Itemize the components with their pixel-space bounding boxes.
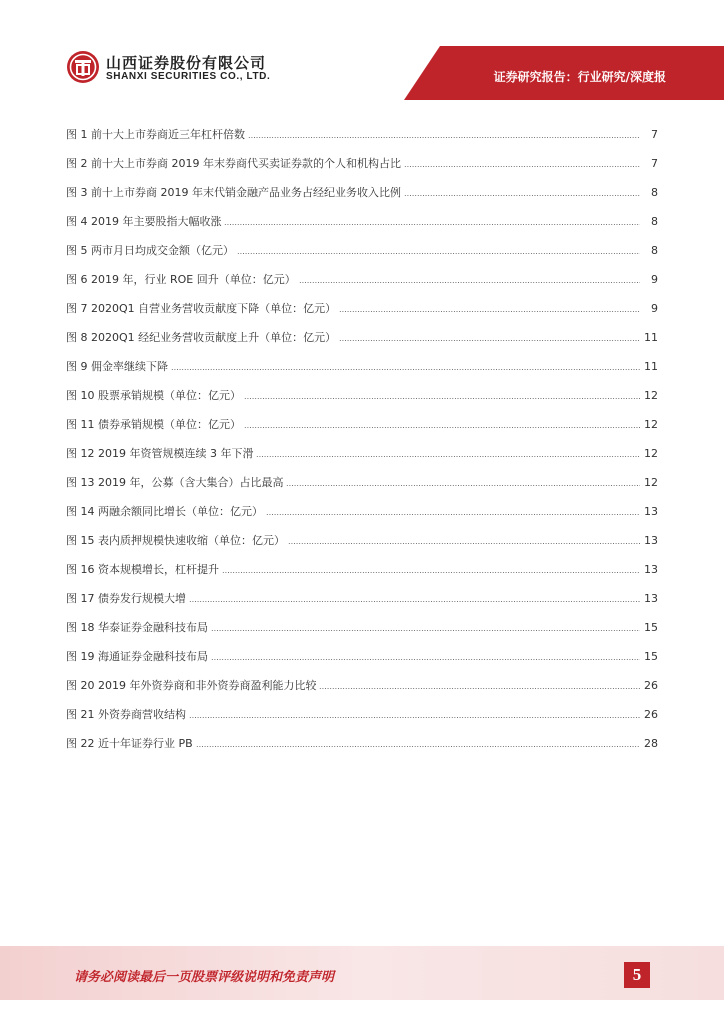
figure-page-number: 13 bbox=[644, 563, 658, 576]
dot-leader bbox=[266, 514, 640, 515]
figure-title: 图 12 2019 年资管规模连续 3 年下滑 bbox=[66, 447, 254, 460]
figure-list-item[interactable] bbox=[66, 445, 658, 474]
dot-leader bbox=[237, 253, 640, 254]
figure-page-number: 7 bbox=[651, 157, 658, 170]
figure-title: 图 1 前十大上市券商近三年杠杆倍数 bbox=[66, 128, 245, 141]
report-type-label: 证券研究报告：行业研究/深度报 bbox=[493, 70, 666, 84]
figure-page-number: 13 bbox=[644, 505, 658, 518]
figure-list-item[interactable] bbox=[66, 561, 658, 590]
dot-leader bbox=[248, 137, 640, 138]
dot-leader bbox=[244, 398, 640, 399]
figure-list-item[interactable] bbox=[66, 242, 658, 271]
figure-title: 图 21 外资券商营收结构 bbox=[66, 708, 186, 721]
page-number: 5 bbox=[624, 962, 650, 988]
dot-leader bbox=[339, 311, 640, 312]
page-footer bbox=[0, 946, 724, 1000]
dot-leader bbox=[339, 340, 640, 341]
figure-page-number: 8 bbox=[651, 244, 658, 257]
figure-title: 图 2 前十大上市券商 2019 年末券商代买卖证券款的个人和机构占比 bbox=[66, 157, 401, 170]
shanxi-securities-logo-icon bbox=[66, 50, 100, 84]
figure-title: 图 14 两融余额同比增长（单位：亿元） bbox=[66, 505, 263, 518]
dot-leader bbox=[299, 282, 640, 283]
figure-title: 图 20 2019 年外资券商和非外资券商盈利能力比较 bbox=[66, 679, 317, 692]
figure-list-item[interactable] bbox=[66, 213, 658, 242]
figure-list-item[interactable] bbox=[66, 358, 658, 387]
company-name-en: SHANXI SECURITIES CO., LTD. bbox=[106, 71, 271, 82]
dot-leader bbox=[224, 224, 640, 225]
figure-page-number: 13 bbox=[644, 534, 658, 547]
figure-title: 图 8 2020Q1 经纪业务营收贡献度上升（单位：亿元） bbox=[66, 331, 337, 344]
figure-page-number: 28 bbox=[644, 737, 658, 750]
dot-leader bbox=[244, 427, 640, 428]
header-red-band bbox=[0, 0, 724, 100]
figure-page-number: 26 bbox=[644, 679, 658, 692]
figure-page-number: 11 bbox=[644, 360, 658, 373]
figure-title: 图 10 股票承销规模（单位：亿元） bbox=[66, 389, 241, 402]
dot-leader bbox=[189, 717, 640, 718]
figure-list-item[interactable] bbox=[66, 706, 658, 735]
figure-title: 图 13 2019 年，公募（含大集合）占比最高 bbox=[66, 476, 284, 489]
figure-page-number: 8 bbox=[651, 215, 658, 228]
figure-page-number: 8 bbox=[651, 186, 658, 199]
dot-leader bbox=[211, 659, 640, 660]
figure-title: 图 17 债券发行规模大增 bbox=[66, 592, 186, 605]
figure-list-item[interactable] bbox=[66, 184, 658, 213]
figure-page-number: 7 bbox=[651, 128, 658, 141]
dot-leader bbox=[288, 543, 640, 544]
dot-leader bbox=[211, 630, 640, 631]
figure-list-item[interactable] bbox=[66, 648, 658, 677]
dot-leader bbox=[404, 195, 640, 196]
figure-title: 图 15 表内质押规模快速收缩（单位：亿元） bbox=[66, 534, 285, 547]
figure-page-number: 15 bbox=[644, 621, 658, 634]
figure-list-item[interactable] bbox=[66, 735, 658, 764]
figure-page-number: 26 bbox=[644, 708, 658, 721]
figure-page-number: 11 bbox=[644, 331, 658, 344]
figure-list-item[interactable] bbox=[66, 590, 658, 619]
company-name-cn: 山西证券股份有限公司 bbox=[106, 54, 267, 72]
figure-page-number: 9 bbox=[651, 302, 658, 315]
dot-leader bbox=[319, 688, 640, 689]
figure-page-number: 9 bbox=[651, 273, 658, 286]
figure-list-item[interactable] bbox=[66, 126, 658, 155]
disclaimer-text: 请务必阅读最后一页股票评级说明和免责声明 bbox=[74, 970, 335, 985]
figure-list-item[interactable] bbox=[66, 416, 658, 445]
figure-list-item[interactable] bbox=[66, 619, 658, 648]
figure-title: 图 3 前十上市券商 2019 年末代销金融产品业务占经纪业务收入比例 bbox=[66, 186, 401, 199]
figure-list-item[interactable] bbox=[66, 532, 658, 561]
figure-title: 图 9 佣金率继续下降 bbox=[66, 360, 168, 373]
figure-title: 图 5 两市月日均成交金额（亿元） bbox=[66, 244, 234, 257]
figure-title: 图 16 资本规模增长，杠杆提升 bbox=[66, 563, 219, 576]
dot-leader bbox=[286, 485, 640, 486]
figure-title: 图 11 债券承销规模（单位：亿元） bbox=[66, 418, 241, 431]
figure-title: 图 19 海通证券金融科技布局 bbox=[66, 650, 208, 663]
dot-leader bbox=[222, 572, 640, 573]
figure-title: 图 6 2019 年，行业 ROE 回升（单位：亿元） bbox=[66, 273, 296, 286]
figure-page-number: 12 bbox=[644, 447, 658, 460]
figure-page-number: 12 bbox=[644, 418, 658, 431]
dot-leader bbox=[404, 166, 640, 167]
figure-title: 图 22 近十年证券行业 PB bbox=[66, 737, 193, 750]
figure-list-item[interactable] bbox=[66, 271, 658, 300]
figure-page-number: 13 bbox=[644, 592, 658, 605]
figure-title: 图 7 2020Q1 自营业务营收贡献度下降（单位：亿元） bbox=[66, 302, 337, 315]
dot-leader bbox=[189, 601, 640, 602]
figure-page-number: 15 bbox=[644, 650, 658, 663]
figure-list bbox=[66, 126, 658, 764]
figure-list-item[interactable] bbox=[66, 329, 658, 358]
page-header bbox=[0, 0, 724, 100]
figure-list-item[interactable] bbox=[66, 677, 658, 706]
figure-page-number: 12 bbox=[644, 476, 658, 489]
figure-list-item[interactable] bbox=[66, 387, 658, 416]
figure-list-item[interactable] bbox=[66, 300, 658, 329]
figure-list-item[interactable] bbox=[66, 474, 658, 503]
figure-title: 图 18 华泰证券金融科技布局 bbox=[66, 621, 208, 634]
figure-page-number: 12 bbox=[644, 389, 658, 402]
figure-list-item[interactable] bbox=[66, 503, 658, 532]
dot-leader bbox=[171, 369, 640, 370]
dot-leader bbox=[256, 456, 640, 457]
dot-leader bbox=[196, 746, 640, 747]
figure-title: 图 4 2019 年主要股指大幅收涨 bbox=[66, 215, 222, 228]
figure-list-item[interactable] bbox=[66, 155, 658, 184]
